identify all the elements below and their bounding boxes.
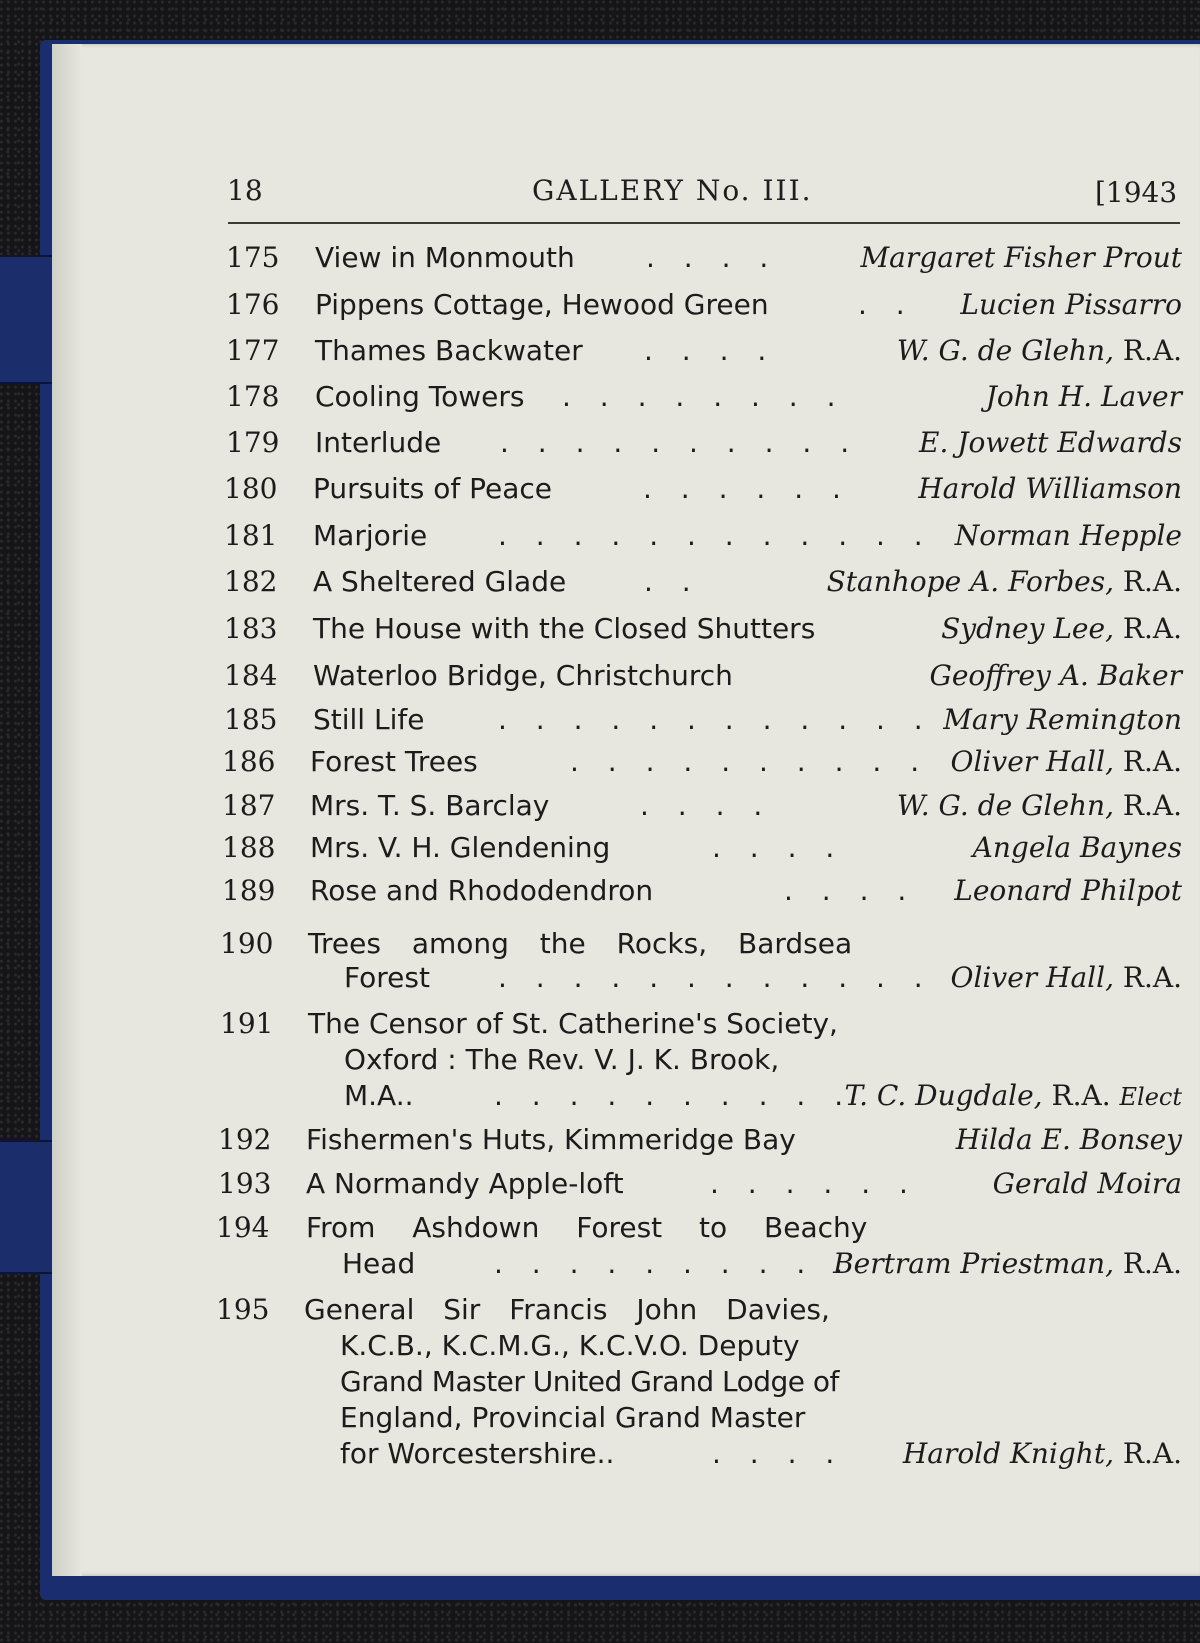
entry-number: 185 [224, 703, 278, 736]
dot-leader: . . . . . . . . [562, 380, 846, 413]
artist-name: Mary Remington [943, 703, 1182, 736]
entry-number: 189 [222, 874, 276, 907]
artist-name: Harold Williamson [918, 472, 1182, 505]
entry-number: 195 [216, 1293, 270, 1326]
entry-title: A Sheltered Glade [313, 565, 567, 598]
entry-title: A Normandy Apple-loft [306, 1167, 624, 1200]
dot-leader: . . [858, 288, 915, 321]
artist-name: Norman Hepple [954, 519, 1182, 552]
entry-title-line: K.C.B., K.C.M.G., K.C.V.O. Deputy [340, 1329, 800, 1362]
dot-leader: . . . . . . . . . . . . [498, 519, 933, 552]
artist-title: R.A. [1122, 789, 1182, 822]
entry-number: 183 [224, 612, 278, 645]
entry-number: 186 [222, 745, 276, 778]
entry-number: 194 [216, 1211, 270, 1244]
catalogue-year: [1943 [1095, 176, 1178, 209]
artist-name: W. G. de Glehn, [896, 789, 1114, 822]
dot-leader: . . . . . . . . . . [494, 1247, 854, 1280]
artist-name: Sydney Lee, [941, 612, 1114, 645]
artist-title: R.A. [1122, 1437, 1182, 1470]
artist-name: Hilda E. Bonsey [955, 1123, 1182, 1156]
entry-title: Forest Trees [310, 745, 478, 778]
entry-title: Fishermen's Huts, Kimmeridge Bay [306, 1123, 796, 1156]
artist-name: E. Jowett Edwards [919, 426, 1182, 459]
entry-artist [833, 1246, 1182, 1282]
entry-number: 193 [218, 1167, 272, 1200]
entry-artist [973, 830, 1182, 866]
entry-number: 177 [226, 334, 280, 367]
entry-title: Marjorie [313, 519, 428, 552]
dot-leader: . . [644, 565, 701, 598]
artist-name: Oliver Hall, [950, 961, 1114, 994]
entry-title: Pippens Cottage, Hewood Green [315, 288, 769, 321]
dot-leader: . . . . [712, 831, 845, 864]
entry-artist [861, 240, 1182, 276]
artist-name: W. G. de Glehn, [896, 334, 1114, 367]
dot-leader: . . . . [644, 334, 777, 367]
entry-title: Still Life [313, 703, 425, 736]
artist-name: Angela Baynes [972, 831, 1182, 864]
entry-title-line: Forest [344, 961, 430, 994]
entry-artist [919, 425, 1182, 461]
entry-artist [897, 788, 1182, 824]
dot-leader: . . . . . . . . . . [570, 745, 930, 778]
entry-artist [929, 658, 1182, 694]
entry-artist [960, 287, 1182, 323]
entry-title: Pursuits of Peace [313, 472, 553, 505]
entry-number: 181 [224, 519, 278, 552]
entry-number: 178 [226, 380, 280, 413]
entry-artist [955, 518, 1182, 554]
artist-title: R.A. [1051, 1079, 1111, 1112]
entry-number: 192 [218, 1123, 272, 1156]
entry-title: From Ashdown Forest to Beachy [306, 1211, 868, 1244]
dot-leader: . . . . . . . . . . . . [498, 961, 933, 994]
dot-leader: . . . . . . [643, 472, 851, 505]
entry-artist [951, 960, 1182, 996]
entry-artist [943, 702, 1182, 738]
artist-name: Leonard Philpot [954, 874, 1182, 907]
entry-title: Cooling Towers [315, 380, 525, 413]
entry-number: 184 [224, 659, 278, 692]
artist-title: R.A. [1122, 612, 1182, 645]
artist-name: Lucien Pissarro [960, 288, 1182, 321]
artist-name: John H. Laver [985, 380, 1182, 413]
entry-title: Mrs. V. H. Glendening [310, 831, 611, 864]
entry-number: 182 [224, 565, 278, 598]
entry-title-line: Grand Master United Grand Lodge of [340, 1365, 839, 1398]
entry-artist [827, 564, 1182, 600]
artist-title: R.A. [1122, 1247, 1182, 1280]
artist-name: Gerald Moira [992, 1167, 1182, 1200]
artist-elect: Elect [1119, 1083, 1182, 1111]
entry-number: 176 [226, 288, 280, 321]
entry-title: Interlude [315, 426, 442, 459]
entry-title: Mrs. T. S. Barclay [310, 789, 550, 822]
dot-leader: . . . . . . [710, 1167, 918, 1200]
entry-title-line: Head [342, 1247, 416, 1280]
dot-leader: . . . . . . . . . . [494, 1079, 854, 1112]
entry-artist [986, 379, 1182, 415]
entry-number: 188 [222, 831, 276, 864]
entry-number: 179 [226, 426, 280, 459]
dot-leader: . . . . [784, 874, 917, 907]
entry-number: 191 [220, 1007, 274, 1040]
artist-title: R.A. [1122, 961, 1182, 994]
artist-name: Harold Knight, [902, 1437, 1114, 1470]
dot-leader: . . . . . . . . . . [500, 426, 860, 459]
entry-title-line: Oxford : The Rev. V. J. K. Brook, [344, 1043, 780, 1076]
entry-title: Rose and Rhododendron [310, 874, 654, 907]
entry-title: The House with the Closed Shutters [313, 612, 816, 645]
artist-name: Margaret Fisher Prout [860, 241, 1182, 274]
entry-artist [956, 1122, 1182, 1158]
page-number: 18 [227, 174, 263, 207]
entry-title: Thames Backwater [315, 334, 583, 367]
artist-name: Bertram Priestman, [833, 1247, 1114, 1280]
entry-title-line: for Worcestershire.. [340, 1437, 615, 1470]
artist-name: Geoffrey A. Baker [929, 659, 1182, 692]
entry-artist [941, 611, 1182, 647]
entry-artist [845, 1078, 1182, 1115]
entry-number: 187 [222, 789, 276, 822]
entry-artist [897, 333, 1182, 369]
dot-leader: . . . . [646, 241, 779, 274]
entry-title: Waterloo Bridge, Christchurch [313, 659, 733, 692]
entry-number: 180 [224, 472, 278, 505]
entry-number: 175 [226, 241, 280, 274]
artist-name: T. C. Dugdale, [844, 1079, 1043, 1112]
artist-title: R.A. [1122, 334, 1182, 367]
artist-title: R.A. [1122, 745, 1182, 778]
artist-name: Stanhope A. Forbes, [826, 565, 1114, 598]
gallery-title: GALLERY No. III. [532, 174, 813, 207]
dot-leader: . . . . . . . . . . . . [498, 703, 933, 736]
entry-title-line: M.A.. [344, 1079, 414, 1112]
entry-title-line: England, Provincial Grand Master [340, 1401, 806, 1434]
entry-artist [993, 1166, 1182, 1202]
artist-name: Oliver Hall, [950, 745, 1114, 778]
entry-number: 190 [220, 927, 274, 960]
entry-title: General Sir Francis John Davies, [304, 1293, 830, 1326]
dot-leader: . . . . [712, 1437, 845, 1470]
entry-artist [903, 1436, 1182, 1472]
entry-artist [918, 471, 1182, 507]
entry-title: The Censor of St. Catherine's Society, [308, 1007, 838, 1040]
entry-artist [951, 744, 1182, 780]
dot-leader: . . . . [640, 789, 773, 822]
entry-artist [954, 873, 1182, 909]
entry-title: Trees among the Rocks, Bardsea [308, 927, 853, 960]
artist-title: R.A. [1122, 565, 1182, 598]
entry-title: View in Monmouth [315, 241, 575, 274]
